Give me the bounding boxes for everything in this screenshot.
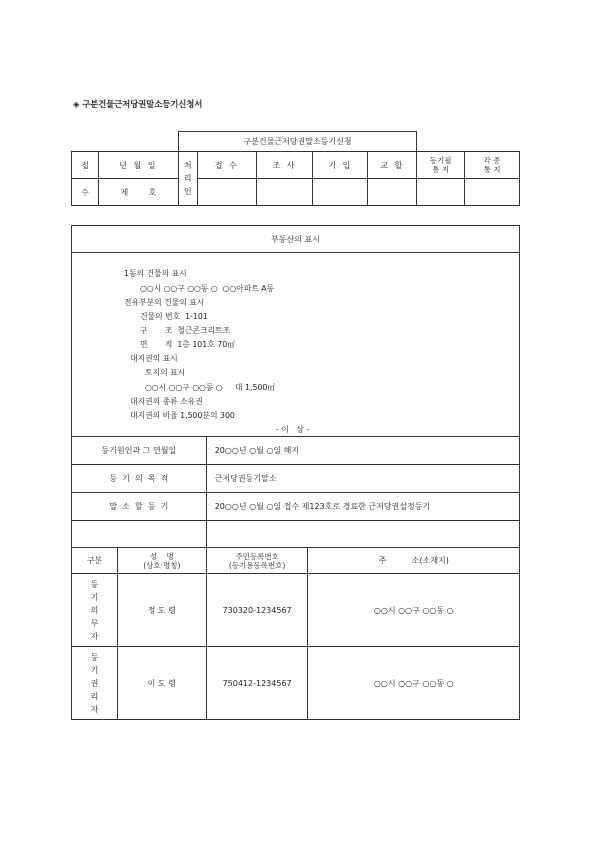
property-line: ○○시 ○○구 ○○동 ○ 대 1,500㎡ xyxy=(145,383,276,392)
property-header: 부동산의 표시 xyxy=(72,226,520,253)
property-line: 구 조 철근콘크리트조 xyxy=(140,326,231,335)
purpose-label: 등 기 의 목 적 xyxy=(72,465,207,493)
document-title: ◈ 구분건물근저당권말소등기신청서 xyxy=(73,100,203,110)
obligor-label: 등 기 의 무 자 xyxy=(72,574,118,647)
property-line: 건물의 번호 1-101 xyxy=(140,312,208,321)
property-lines xyxy=(72,252,519,436)
obligor-id[interactable]: 730320-1234567 xyxy=(206,574,308,647)
property-line: 1동의 건물의 표시 xyxy=(124,269,187,278)
cell-josa[interactable] xyxy=(256,179,313,206)
obligee-address[interactable]: ○○시 ○○구 ○○동 ○ xyxy=(308,647,520,720)
obligee-label: 등 기 권 리 자 xyxy=(72,647,118,720)
name-header: 성 명 (상호·명칭) xyxy=(117,548,206,574)
property-line: 면 적 1층 101호 70㎡ xyxy=(140,340,235,349)
cause-label: 등기원인과 그 연월일 xyxy=(72,437,207,465)
obligor-name[interactable]: 정 도 령 xyxy=(117,574,206,647)
property-line: 토지의 표시 xyxy=(145,368,186,377)
purpose-value[interactable]: 근저당권등기말소 xyxy=(206,465,519,493)
reception-header: 구분건물근저당권말소등기신청 xyxy=(178,132,416,152)
processor-label: 처 리 인 xyxy=(178,152,197,206)
obligee-name[interactable]: 이 도 령 xyxy=(117,647,206,720)
col-gyohap: 교 합 xyxy=(368,152,417,179)
cell-giip[interactable] xyxy=(313,179,368,206)
property-line: 대지권의 종류 소유권 xyxy=(130,397,203,406)
col-josa: 조 사 xyxy=(256,152,313,179)
property-line: 대지권의 표시 xyxy=(130,354,178,363)
cell-jeopsu[interactable] xyxy=(197,179,256,206)
property-line: ○○시 ○○구 ○○동 ○ ○○아파트 A동 xyxy=(140,284,275,293)
obligor-address[interactable]: ○○시 ○○구 ○○동 ○ xyxy=(308,574,520,647)
cell-deunggipil[interactable] xyxy=(417,179,465,206)
cause-value[interactable]: 20○○년 ○월 ○일 해지 xyxy=(206,437,519,465)
col-deunggipil: 등기필 통 지 xyxy=(417,152,465,179)
reception-su: 수 xyxy=(72,179,99,206)
reception-table xyxy=(71,131,520,206)
cancel-label: 말 소 할 등 기 xyxy=(72,493,207,521)
cancel-value[interactable]: 20○○년 ○월 ○일 접수 제123호로 경료한 근저당권설정등기 xyxy=(206,493,519,521)
property-line: - 이 상 - xyxy=(276,425,310,434)
reception-date-label: 년 월 일 xyxy=(98,152,178,179)
cell-gyohap[interactable] xyxy=(368,179,417,206)
property-line: 대지권의 비율 1,500분의 300 xyxy=(130,411,235,420)
id-header: 주민등록번호 (등기용등록번호) xyxy=(206,548,308,574)
obligee-id[interactable]: 750412-1234567 xyxy=(206,647,308,720)
col-gakjong: 각 종 통 지 xyxy=(465,152,520,179)
col-jeopsu: 접 수 xyxy=(197,152,256,179)
address-header: 주 소(소재지) xyxy=(308,548,520,574)
reception-jeop: 접 xyxy=(72,152,99,179)
blank-label xyxy=(72,521,207,548)
blank-value[interactable] xyxy=(206,521,519,548)
col-giip: 기 입 xyxy=(313,152,368,179)
division-header: 구분 xyxy=(72,548,118,574)
reception-number-label: 제 호 xyxy=(98,179,178,206)
cell-gakjong[interactable] xyxy=(465,179,520,206)
property-line: 전유부분의 건물의 표시 xyxy=(124,298,205,307)
